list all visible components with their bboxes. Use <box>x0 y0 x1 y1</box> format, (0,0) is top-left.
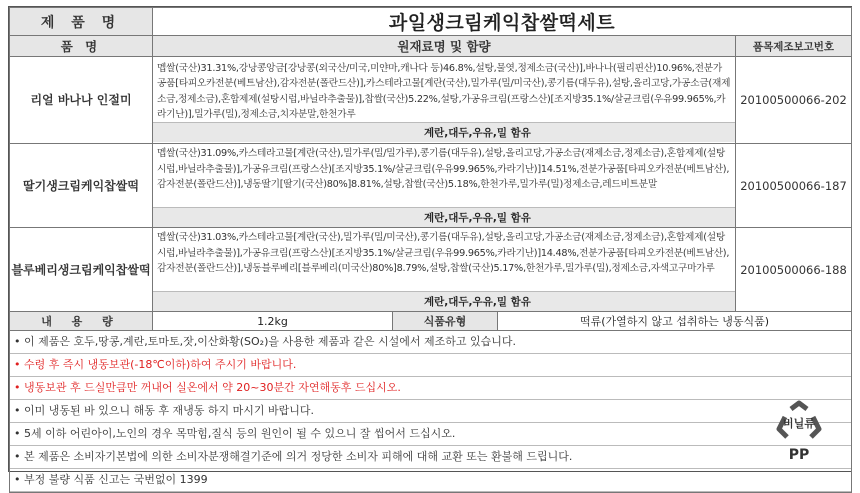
allergy-text: 계란,대두,우유,밀 함유 <box>424 296 531 308</box>
allergy-note <box>153 207 735 227</box>
food-type-label: 식품유형 <box>393 312 498 331</box>
ingredients-cell <box>153 57 736 144</box>
product-row <box>10 228 852 312</box>
quantity-label: 내 용 량 <box>10 312 153 331</box>
notice-line: • 이 제품은 호두,땅콩,계란,토마토,잣,이산화황(SO₂)을 사용한 제품과 같은 시설에서 제조하고 있습니다. <box>10 331 851 354</box>
ingredients-text: 멥쌀(국산)31.09%,카스테라고물[계란(국산),밀가루(밀/밀가루),콩기름(대두유),설탕,올리고당,가공소금(재제소금,정제소금),혼합제제(설탕시럽,바닐라추출물)],가공유크림(프랑스산)[조지방35.1%/살균크림(우유99.965%,카라기난)]14.51%,전분가공품[타피오카전분(베트남산),감자전분(폴란드산)],냉동딸기[딸기(국산)80%]8.81%,설탕,찹쌀(국산)5.18%,한천가루,밀가루(밀)정제소금,레드비트분말 <box>157 148 730 190</box>
quantity-value: 1.2kg <box>153 312 393 331</box>
product-row <box>10 144 852 228</box>
notice-line: • 수령 후 즉시 냉동보관(-18℃이하)하여 주시기 바랍니다. <box>10 354 851 377</box>
allergy-text: 계란,대두,우유,밀 함유 <box>424 126 531 139</box>
ingredients-cell <box>153 228 736 312</box>
product-item-name: 리얼 바나나 인절미 <box>10 57 153 144</box>
notice-line: • 5세 이하 어린아이,노인의 경우 목막힘,질식 등의 원인이 될 수 있으니 잘 씹어서 드십시오. <box>10 423 851 446</box>
product-row <box>10 57 852 144</box>
notice-line: • 본 제품은 소비자기본법에 의한 소비자분쟁해결기준에 의거 정당한 소비자 피해에 대해 교환 또는 환불해 드립니다. <box>10 446 851 469</box>
ingredients-cell <box>153 144 736 228</box>
spec-table <box>9 7 852 493</box>
product-name-label: 제 품 명 <box>10 8 153 36</box>
notice-line: • 냉동보관 후 드실만큼만 꺼내어 실온에서 약 20~30분간 자연해동후 드십시오. <box>10 377 851 400</box>
product-name: 과일생크림케익찹쌀떡세트 <box>153 8 852 36</box>
quantity-row <box>10 312 852 331</box>
recycle-material: PP <box>788 447 810 463</box>
allergy-note <box>153 122 735 142</box>
report-number: 20100500066-202 <box>736 57 852 144</box>
recycle-icon <box>773 399 825 445</box>
report-number: 20100500066-188 <box>736 228 852 312</box>
allergy-text: 계란,대두,우유,밀 함유 <box>424 212 531 224</box>
food-type-value: 떡류(가열하지 않고 섭취하는 냉동식품) <box>498 312 852 331</box>
food-label-frame <box>8 6 852 486</box>
column-ingredients: 원재료명 및 함량 <box>153 36 736 57</box>
column-item: 품 명 <box>10 36 153 57</box>
ingredients-text: 멥쌀(국산)31.31%,강낭콩앙금[강낭콩(외국산/미국,미얀마,캐나다 등)46.8%,설탕,물엿,정제소금(국산)],바나나(필리핀산)10.96%,전분가공품[타피오카전분(베트남산),감자전분(폴란드산)],카스테라고물[계란(국산),밀가루(밀/미국산),콩기름(대두유),설탕,올리고당,가공소금(재제소금,정제소금),혼합제제(설탕시럽,바닐라추출물)],찹쌀(국산)5.22%,설탕,가공유크림(프랑스산)[조지방35.1%/살균크림(우유99.965%,카라기난)],밀가루(밀),정제소금,치자분말,한천가루 <box>157 62 731 120</box>
report-number: 20100500066-187 <box>736 144 852 228</box>
allergy-note <box>153 291 735 311</box>
notice-line: • 부정 불량 식품 신고는 국번없이 1399 <box>10 469 851 492</box>
product-item-name: 딸기생크림케익찹쌀떡 <box>10 144 153 228</box>
column-report-no: 품목제조보고번호 <box>736 36 852 57</box>
notices-cell <box>10 331 852 493</box>
recycle-label: 비닐류 <box>783 417 815 430</box>
product-item-name: 블루베리생크림케익찹쌀떡 <box>10 228 153 312</box>
recycle-mark <box>769 399 829 465</box>
notice-line: • 이미 냉동된 바 있으니 해동 후 재냉동 하지 마시기 바랍니다. <box>10 400 851 423</box>
ingredients-text: 멥쌀(국산)31.03%,카스테라고물[계란(국산),밀가루(밀/미국산),콩기름(대두유),설탕,올리고당,가공소금(재제소금,정제소금),혼합제제(설탕시럽,바닐라추출물)],가공유크림(프랑스산)[조지방35.1%/살균크림(우유99.965%,카라기난)]14.48%,전분가공품[타피오카전분(베트남산),감자전분(폴란드산)],냉동블루베리[블루베리(미국산)80%]8.79%,설탕,찹쌀(국산)5.17%,한천가루,밀가루(밀),정제소금,자색고구마가루 <box>157 232 730 274</box>
